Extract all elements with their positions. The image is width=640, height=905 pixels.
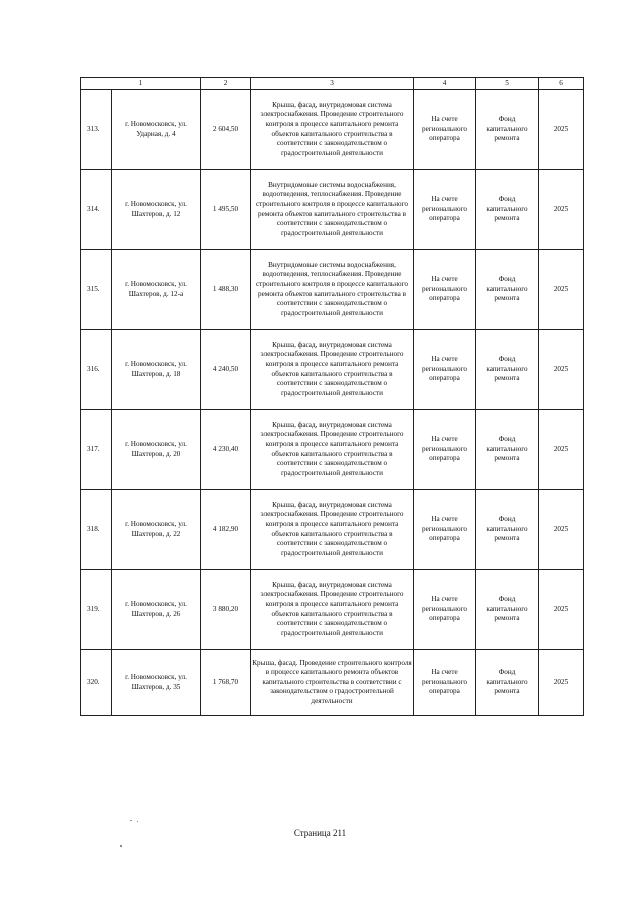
row-account: На счете регионального оператора (414, 330, 476, 410)
table-row (81, 170, 584, 250)
row-area: 4 240,50 (201, 330, 251, 410)
row-funding: Фонд капитального ремонта (476, 330, 539, 410)
works-table (80, 77, 584, 716)
scan-speck (120, 845, 122, 847)
table-row (81, 650, 584, 716)
row-year: 2025 (539, 250, 584, 330)
row-address: г. Новомосковск, ул. Ударная, д. 4 (112, 90, 201, 170)
row-work-types: Внутридомовые системы водоснабжения, водоотведения, теплоснабжения. Проведение строительного контроля в процессе капитального ремонта объектов капитального строительства в соответствии с законодательством о градостроительной деятельности (251, 250, 414, 330)
row-year: 2025 (539, 490, 584, 570)
row-area: 2 604,50 (201, 90, 251, 170)
row-work-types: Крыша, фасад, внутридомовая система электроснабжения. Проведение строительного контроля в процессе капитального ремонта объектов капитального строительства в соответствии с законодательством о градостроительной деятельности (251, 410, 414, 490)
table-row (81, 570, 584, 650)
table-row (81, 90, 584, 170)
scan-speck (130, 820, 132, 821)
row-number: 320. (81, 650, 112, 716)
row-work-types: Крыша, фасад, внутридомовая система электроснабжения. Проведение строительного контроля в процессе капитального ремонта объектов капитального строительства в соответствии с законодательством о градостроительной деятельности (251, 90, 414, 170)
row-funding: Фонд капитального ремонта (476, 570, 539, 650)
row-address: г. Новомосковск, ул. Шахтеров, д. 20 (112, 410, 201, 490)
row-account: На счете регионального оператора (414, 170, 476, 250)
row-funding: Фонд капитального ремонта (476, 250, 539, 330)
row-area: 1 495,50 (201, 170, 251, 250)
row-address: г. Новомосковск, ул. Шахтеров, д. 18 (112, 330, 201, 410)
row-address: г. Новомосковск, ул. Шахтеров, д. 22 (112, 490, 201, 570)
row-address: г. Новомосковск, ул. Шахтеров, д. 12 (112, 170, 201, 250)
header-cell-2: 2 (201, 78, 251, 90)
row-funding: Фонд капитального ремонта (476, 650, 539, 716)
row-number: 313. (81, 90, 112, 170)
row-account: На счете регионального оператора (414, 570, 476, 650)
header-cell-1: 1 (81, 78, 201, 90)
row-area: 4 182,90 (201, 490, 251, 570)
row-address: г. Новомосковск, ул. Шахтеров, д. 26 (112, 570, 201, 650)
row-work-types: Крыша, фасад, внутридомовая система электроснабжения. Проведение строительного контроля в процессе капитального ремонта объектов капитального строительства в соответствии с законодательством о градостроительной деятельности (251, 490, 414, 570)
row-account: На счете регионального оператора (414, 90, 476, 170)
table-row (81, 490, 584, 570)
row-account: На счете регионального оператора (414, 490, 476, 570)
row-work-types: Крыша, фасад. Проведение строительного контроля в процессе капитального ремонта объектов капитального строительства в соответствии с законодательством о градостроительной деятельности (251, 650, 414, 716)
scan-speck (137, 821, 138, 822)
row-area: 1 768,70 (201, 650, 251, 716)
header-cell-5: 5 (476, 78, 539, 90)
row-number: 318. (81, 490, 112, 570)
row-number: 315. (81, 250, 112, 330)
header-cell-4: 4 (414, 78, 476, 90)
row-address: г. Новомосковск, ул. Шахтеров, д. 12-а (112, 250, 201, 330)
header-cell-3: 3 (251, 78, 414, 90)
row-year: 2025 (539, 410, 584, 490)
header-cell-6: 6 (539, 78, 584, 90)
row-year: 2025 (539, 330, 584, 410)
table-row (81, 250, 584, 330)
row-funding: Фонд капитального ремонта (476, 490, 539, 570)
row-work-types: Крыша, фасад, внутридомовая система электроснабжения. Проведение строительного контроля в процессе капитального ремонта объектов капитального строительства в соответствии с законодательством о градостроительной деятельности (251, 570, 414, 650)
row-year: 2025 (539, 170, 584, 250)
page-number: Страница 211 (293, 828, 347, 838)
row-number: 316. (81, 330, 112, 410)
row-account: На счете регионального оператора (414, 650, 476, 716)
row-year: 2025 (539, 90, 584, 170)
row-funding: Фонд капитального ремонта (476, 410, 539, 490)
row-account: На счете регионального оператора (414, 250, 476, 330)
row-year: 2025 (539, 570, 584, 650)
row-number: 317. (81, 410, 112, 490)
row-work-types: Крыша, фасад, внутридомовая система электроснабжения. Проведение строительного контроля в процессе капитального ремонта объектов капитального строительства в соответствии с законодательством о градостроительной деятельности (251, 330, 414, 410)
row-year: 2025 (539, 650, 584, 716)
header-row (81, 78, 584, 90)
row-funding: Фонд капитального ремонта (476, 90, 539, 170)
row-address: г. Новомосковск, ул. Шахтеров, д. 35 (112, 650, 201, 716)
row-number: 314. (81, 170, 112, 250)
row-funding: Фонд капитального ремонта (476, 170, 539, 250)
row-work-types: Внутридомовые системы водоснабжения, водоотведения, теплоснабжения. Проведение строительного контроля в процессе капитального ремонта объектов капитального строительства в соответствии с законодательством о градостроительной деятельности (251, 170, 414, 250)
table-row (81, 410, 584, 490)
row-number: 319. (81, 570, 112, 650)
row-account: На счете регионального оператора (414, 410, 476, 490)
row-area: 4 230,40 (201, 410, 251, 490)
row-area: 3 880,20 (201, 570, 251, 650)
table-row (81, 330, 584, 410)
row-area: 1 488,30 (201, 250, 251, 330)
